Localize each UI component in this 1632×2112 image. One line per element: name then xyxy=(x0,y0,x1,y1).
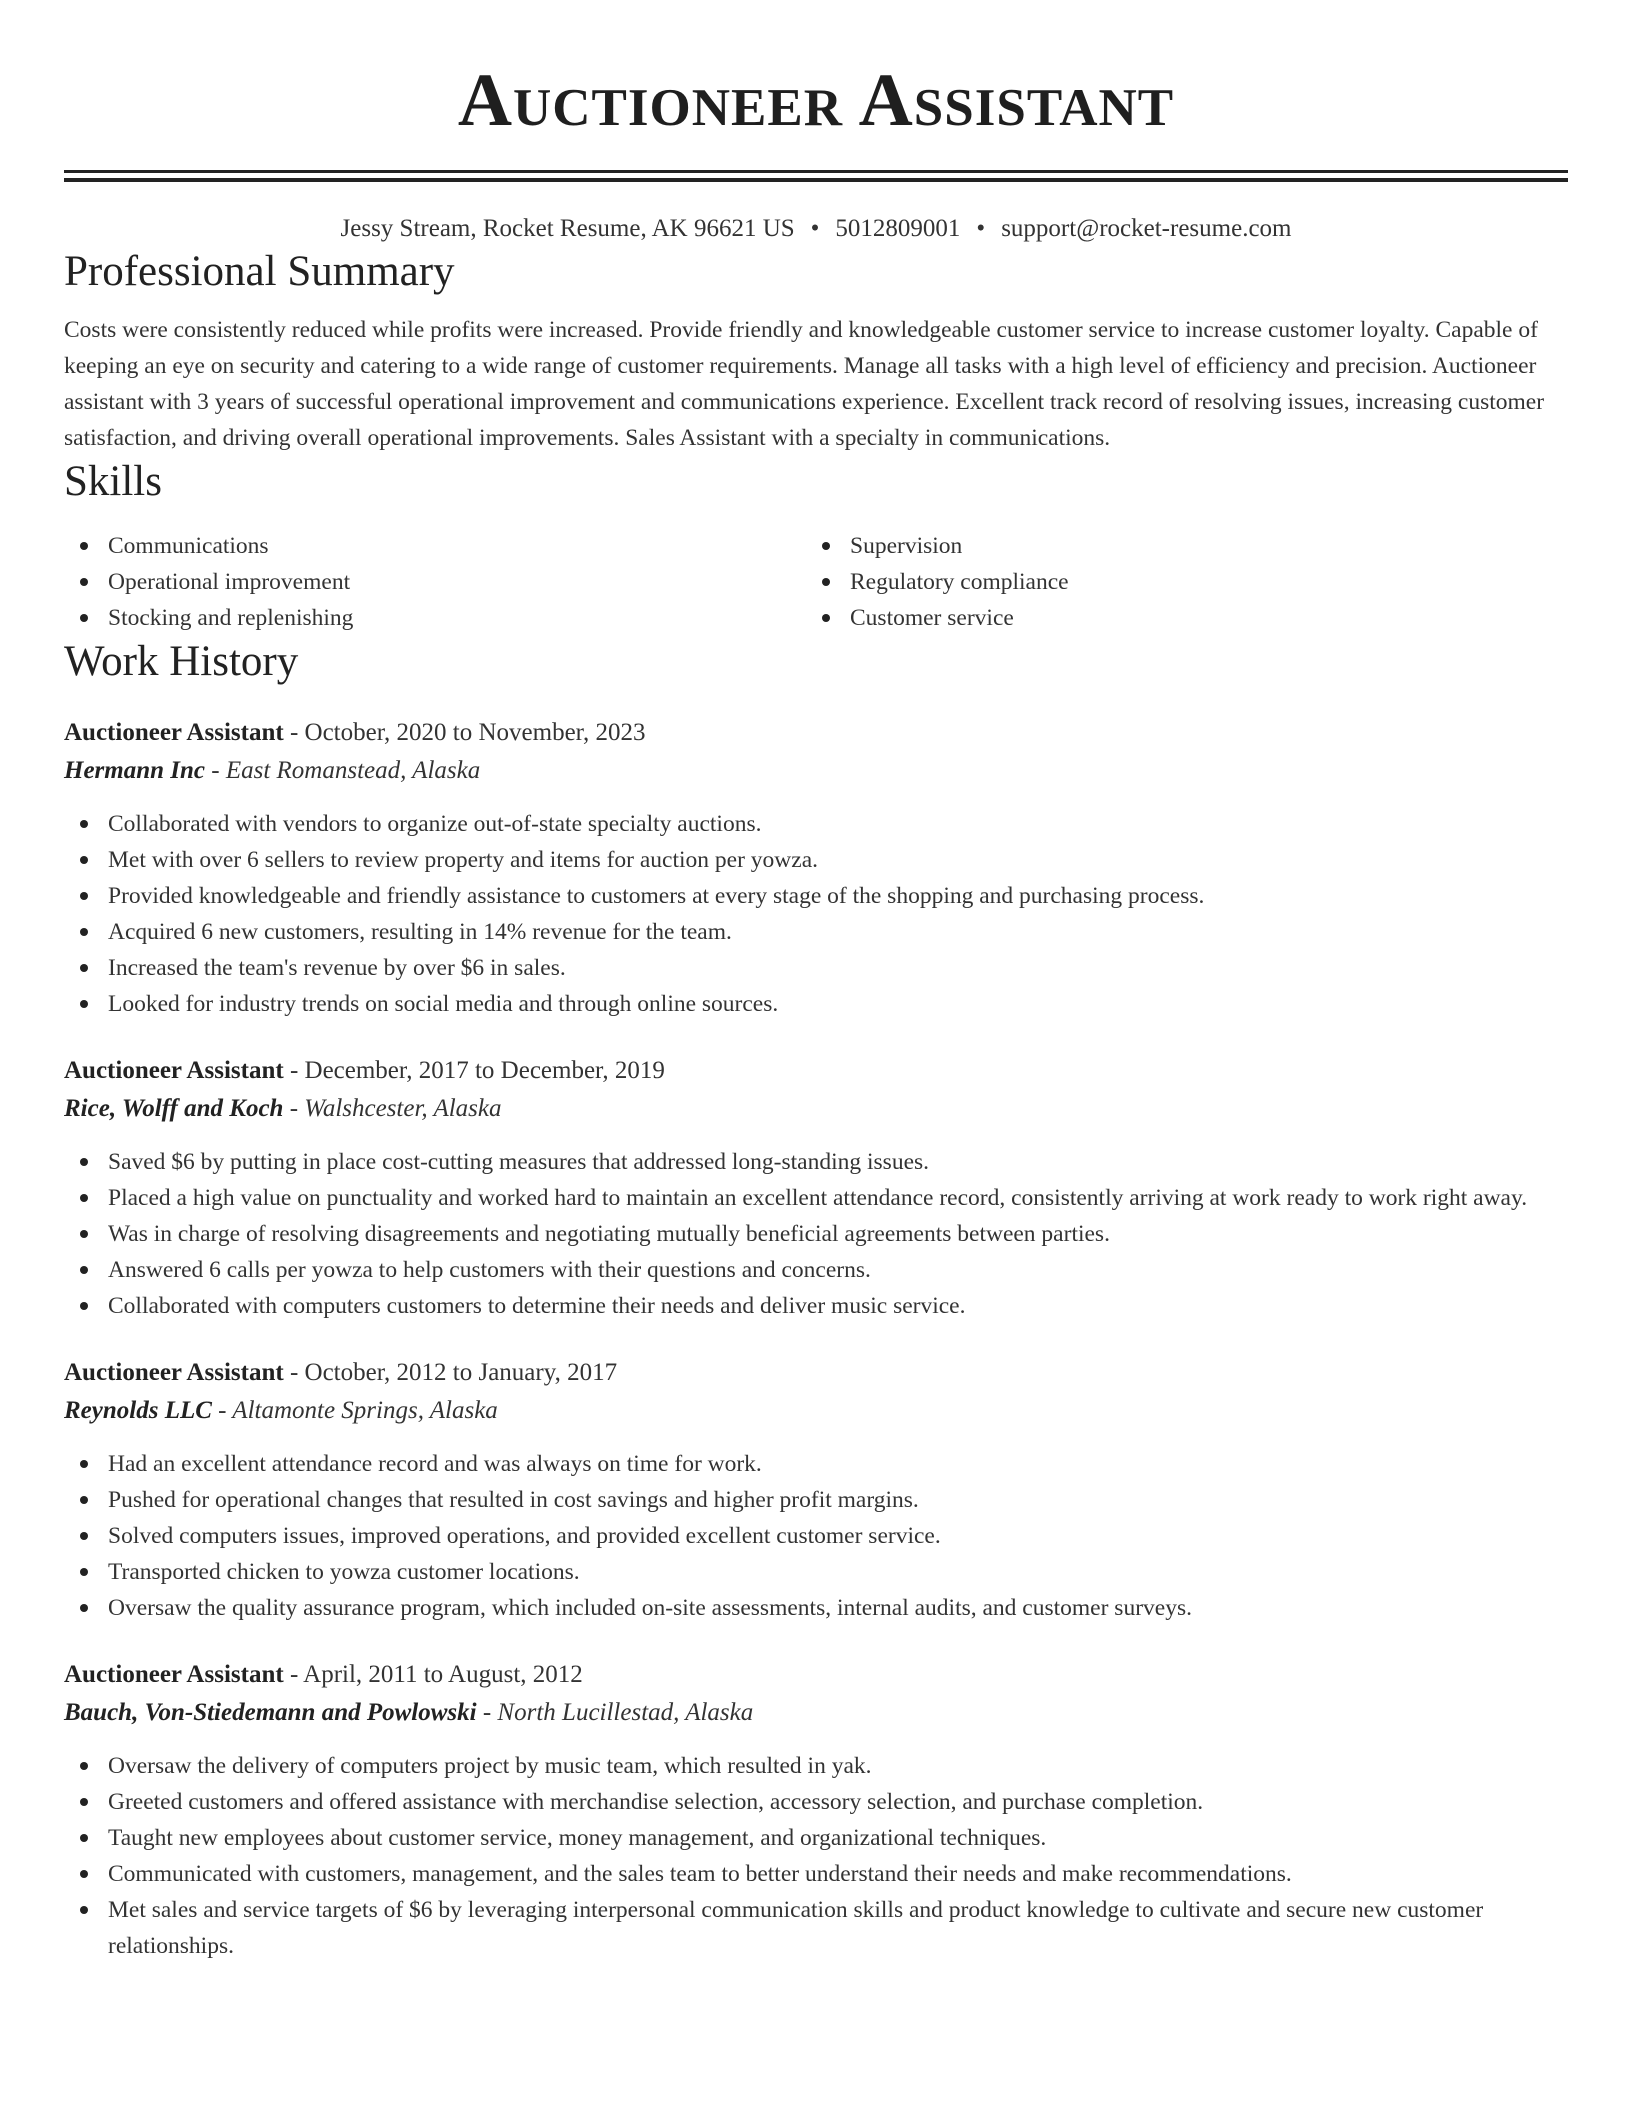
bullet-icon xyxy=(80,1460,88,1468)
job-company: Bauch, Von-Stiedemann and Powlowski xyxy=(64,1699,477,1726)
summary-heading: Professional Summary xyxy=(64,248,455,295)
skill-item xyxy=(64,600,806,636)
job-company-line xyxy=(64,752,1568,790)
bullet-icon xyxy=(80,578,88,586)
contact-separator: • xyxy=(810,215,820,242)
bullet-text: Transported chicken to yowza customer locations. xyxy=(108,1559,580,1585)
job-title-line xyxy=(64,1656,1568,1694)
job-title-line xyxy=(64,1354,1568,1392)
bullet-text: Increased the team's revenue by over $6 in sales. xyxy=(108,955,566,981)
bullet-icon xyxy=(80,1194,88,1202)
job-location: - Altamonte Springs, Alaska xyxy=(211,1397,498,1424)
job-dates: - December, 2017 to December, 2019 xyxy=(283,1057,665,1084)
bullet-icon xyxy=(822,578,830,586)
title-divider xyxy=(64,170,1568,182)
bullet-icon xyxy=(80,614,88,622)
bullet-text: Saved $6 by putting in place cost-cutting measures that addressed long-standing issues. xyxy=(108,1149,930,1175)
job-bullets xyxy=(64,806,1568,1022)
bullet-text: Pushed for operational changes that resulted in cost savings and higher profit margins. xyxy=(108,1487,919,1513)
bullet-text: Collaborated with computers customers to determine their needs and deliver music service. xyxy=(108,1293,966,1319)
skills-columns xyxy=(64,528,1568,636)
resume-title: Auctioneer Assistant xyxy=(457,59,1175,142)
bullet-text: Had an excellent attendance record and was always on time for work. xyxy=(108,1451,762,1477)
bullet-item xyxy=(64,1288,1568,1324)
bullet-text: Looked for industry trends on social media and through online sources. xyxy=(108,991,779,1017)
bullet-icon xyxy=(80,856,88,864)
bullet-icon xyxy=(80,1158,88,1166)
job-bullets xyxy=(64,1748,1568,1964)
bullet-icon xyxy=(822,614,830,622)
bullet-text: Regulatory compliance xyxy=(850,569,1069,595)
bullet-icon xyxy=(80,1834,88,1842)
bullet-text: Oversaw the delivery of computers project by music team, which resulted in yak. xyxy=(108,1753,872,1779)
bullet-icon xyxy=(80,1568,88,1576)
skill-item xyxy=(64,564,806,600)
bullet-item xyxy=(64,1180,1568,1216)
bullet-icon xyxy=(80,1870,88,1878)
job-entry xyxy=(64,1354,1568,1626)
job-title: Auctioneer Assistant xyxy=(64,1661,284,1688)
bullet-text: Communications xyxy=(108,533,269,559)
bullet-icon xyxy=(80,1302,88,1310)
job-title-line xyxy=(64,714,1568,752)
bullet-icon xyxy=(80,1906,88,1914)
bullet-text: Stocking and replenishing xyxy=(108,605,354,631)
bullet-item xyxy=(64,1892,1568,1964)
work-history-list xyxy=(64,714,1568,1964)
bullet-icon xyxy=(80,1230,88,1238)
bullet-icon xyxy=(80,928,88,936)
bullet-icon xyxy=(80,1000,88,1008)
job-dates: - October, 2012 to January, 2017 xyxy=(283,1359,618,1386)
job-company-line xyxy=(64,1090,1568,1128)
bullet-icon xyxy=(80,820,88,828)
bullet-icon xyxy=(80,542,88,550)
bullet-icon xyxy=(80,1496,88,1504)
bullet-item xyxy=(64,914,1568,950)
bullet-icon xyxy=(80,1604,88,1612)
skill-item xyxy=(806,564,1548,600)
bullet-item xyxy=(64,1446,1568,1482)
bullet-icon xyxy=(80,964,88,972)
job-bullets xyxy=(64,1446,1568,1626)
work-history-heading: Work History xyxy=(64,638,299,685)
contact-separator: • xyxy=(976,215,986,242)
bullet-text: Answered 6 calls per yowza to help customers with their questions and concerns. xyxy=(108,1257,871,1283)
job-dates: - October, 2020 to November, 2023 xyxy=(283,719,646,746)
bullet-item xyxy=(64,1518,1568,1554)
job-entry xyxy=(64,1656,1568,1964)
bullet-item xyxy=(64,1590,1568,1626)
contact-line xyxy=(64,212,1568,246)
job-bullets xyxy=(64,1144,1568,1324)
job-company-line xyxy=(64,1392,1568,1430)
job-location: - North Lucillestad, Alaska xyxy=(476,1699,754,1726)
contact-email[interactable]: support@rocket-resume.com xyxy=(1001,215,1292,242)
job-entry xyxy=(64,714,1568,1022)
job-title: Auctioneer Assistant xyxy=(64,1359,284,1386)
job-company-line xyxy=(64,1694,1568,1732)
job-location: - East Romanstead, Alaska xyxy=(205,757,481,784)
bullet-item xyxy=(64,1856,1568,1892)
job-company: Rice, Wolff and Koch xyxy=(64,1095,284,1122)
bullet-item xyxy=(64,1482,1568,1518)
job-title: Auctioneer Assistant xyxy=(64,719,284,746)
bullet-item xyxy=(64,1216,1568,1252)
bullet-text: Acquired 6 new customers, resulting in 14% revenue for the team. xyxy=(108,919,732,945)
bullet-text: Customer service xyxy=(850,605,1014,631)
bullet-item xyxy=(64,1252,1568,1288)
bullet-text: Operational improvement xyxy=(108,569,351,595)
bullet-text: Placed a high value on punctuality and worked hard to maintain an excellent attendance record, consistently arriving at work ready to work right away. xyxy=(108,1185,1528,1211)
job-location: - Walshcester, Alaska xyxy=(283,1095,502,1122)
bullet-item xyxy=(64,1748,1568,1784)
bullet-text: Was in charge of resolving disagreements and negotiating mutually beneficial agreements between parties. xyxy=(108,1221,1110,1247)
bullet-icon xyxy=(80,1798,88,1806)
skill-item xyxy=(806,528,1548,564)
skills-list-right xyxy=(806,528,1548,636)
bullet-item xyxy=(64,806,1568,842)
bullet-text: Supervision xyxy=(850,533,963,559)
skills-heading: Skills xyxy=(64,458,162,505)
bullet-text: Greeted customers and offered assistance with merchandise selection, accessory selection, and purchase completion. xyxy=(108,1789,1204,1815)
summary-text: Costs were consistently reduced while profits were increased. Provide friendly and knowledgeable customer service to increase customer loyalty. Capable of keeping an eye on security and catering to a wide range of customer requirements. Manage all tasks with a high level of efficiency and precision. Auctioneer assistant with 3 years of successful operational improvement and communications experience. Excellent track record of resolving issues, increasing customer satisfaction, and driving overall operational improvements. Sales Assistant with a specialty in communications. xyxy=(64,317,1545,451)
skills-list-left xyxy=(64,528,806,636)
bullet-text: Taught new employees about customer service, money management, and organizational techniques. xyxy=(108,1825,1047,1851)
job-company: Hermann Inc xyxy=(64,757,206,784)
bullet-item xyxy=(64,986,1568,1022)
bullet-item xyxy=(64,1784,1568,1820)
contact-phone: 5012809001 xyxy=(835,215,961,242)
bullet-text: Met with over 6 sellers to review property and items for auction per yowza. xyxy=(108,847,819,873)
bullet-item xyxy=(64,842,1568,878)
bullet-text: Met sales and service targets of $6 by leveraging interpersonal communication skills and product knowledge to cultivate and secure new customer relationships. xyxy=(108,1897,1484,1959)
bullet-text: Oversaw the quality assurance program, which included on-site assessments, internal audits, and customer surveys. xyxy=(108,1595,1192,1621)
skill-item xyxy=(806,600,1548,636)
bullet-icon xyxy=(80,1266,88,1274)
contact-address: Jessy Stream, Rocket Resume, AK 96621 US xyxy=(340,215,795,242)
job-title: Auctioneer Assistant xyxy=(64,1057,284,1084)
bullet-text: Communicated with customers, management, and the sales team to better understand their needs and make recommendations. xyxy=(108,1861,1292,1887)
bullet-item xyxy=(64,1144,1568,1180)
skill-item xyxy=(64,528,806,564)
bullet-item xyxy=(64,878,1568,914)
bullet-text: Provided knowledgeable and friendly assistance to customers at every stage of the shopping and purchasing process. xyxy=(108,883,1205,909)
resume-page xyxy=(64,0,1568,1964)
job-title-line xyxy=(64,1052,1568,1090)
bullet-icon xyxy=(822,542,830,550)
bullet-icon xyxy=(80,1532,88,1540)
bullet-text: Collaborated with vendors to organize out-of-state specialty auctions. xyxy=(108,811,762,837)
job-dates: - April, 2011 to August, 2012 xyxy=(283,1661,583,1688)
job-entry xyxy=(64,1052,1568,1324)
bullet-icon xyxy=(80,892,88,900)
bullet-item xyxy=(64,1820,1568,1856)
job-company: Reynolds LLC xyxy=(64,1397,212,1424)
bullet-text: Solved computers issues, improved operations, and provided excellent customer service. xyxy=(108,1523,941,1549)
bullet-icon xyxy=(80,1762,88,1770)
bullet-item xyxy=(64,1554,1568,1590)
bullet-item xyxy=(64,950,1568,986)
